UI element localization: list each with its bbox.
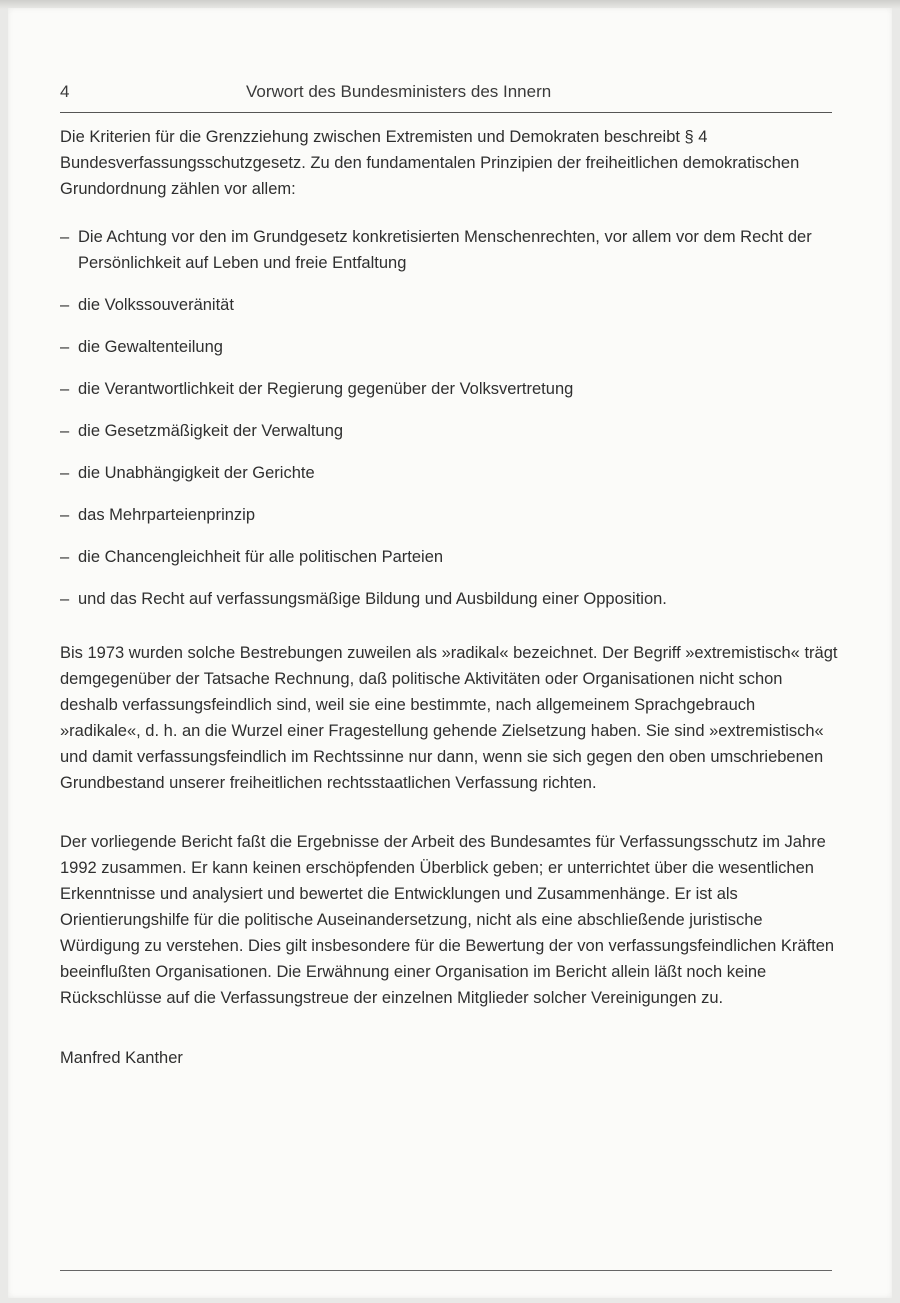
list-item bbox=[60, 334, 840, 360]
principles-list bbox=[60, 224, 840, 612]
list-item bbox=[60, 460, 840, 486]
list-item-text: das Mehrparteienprinzip bbox=[78, 506, 256, 524]
list-item-text: die Volkssouveränität bbox=[78, 296, 234, 314]
dash-bullet: – bbox=[60, 338, 70, 356]
main-content bbox=[60, 122, 840, 1071]
header-divider bbox=[60, 112, 832, 113]
intro-paragraph: Die Kriterien für die Grenzziehung zwischen Extremisten und Demokraten beschreibt § 4 Bundesverfassungsschutzgesetz. Zu den fundamentalen Prinzipien der freiheitlichen demokratischen Grundordnung zählen vor allem: bbox=[60, 128, 800, 198]
dash-bullet: – bbox=[60, 548, 70, 566]
dash-bullet: – bbox=[60, 422, 70, 440]
list-item bbox=[60, 544, 840, 570]
dash-bullet: – bbox=[60, 590, 70, 608]
list-item-text: die Gewaltenteilung bbox=[78, 338, 223, 356]
list-item-text: die Unabhängigkeit der Gerichte bbox=[78, 464, 315, 482]
dash-bullet: – bbox=[60, 228, 70, 246]
dash-bullet: – bbox=[60, 464, 70, 482]
dash-bullet: – bbox=[60, 506, 70, 524]
list-item-text: die Chancengleichheit für alle politischen Parteien bbox=[78, 548, 444, 566]
list-item bbox=[60, 224, 840, 276]
list-item-text: die Verantwortlichkeit der Regierung gegenüber der Volksvertretung bbox=[78, 380, 574, 398]
page-number: 4 bbox=[60, 82, 70, 101]
dash-bullet: – bbox=[60, 296, 70, 314]
report-paragraph: Der vorliegende Bericht faßt die Ergebnisse der Arbeit des Bundesamtes für Verfassungsschutz im Jahre 1992 zusammen. Er kann keinen erschöpfenden Überblick geben; er unterrichtet über die wesentlichen Erkenntnisse und analysiert und bewertet die Entwicklungen und Zusammenhänge. Er ist als Orientierungshilfe für die politische Auseinandersetzung, nicht als eine abschließende juristische Würdigung zu verstehen. Dies gilt insbesondere für die Bewertung der von verfassungsfeindlichen Kräften beeinflußten Organisationen. Die Erwähnung einer Organisation im Bericht allein läßt noch keine Rückschlüsse auf die Verfassungstreue der einzelnen Mitglieder solcher Vereinigungen zu. bbox=[60, 833, 835, 1007]
list-item-text: und das Recht auf verfassungsmäßige Bildung und Ausbildung einer Opposition. bbox=[78, 590, 667, 608]
dash-bullet: – bbox=[60, 380, 70, 398]
list-item bbox=[60, 586, 840, 612]
radical-paragraph: Bis 1973 wurden solche Bestrebungen zuweilen als »radikal« bezeichnet. Der Begriff »extremistisch« trägt demgegenüber der Tatsache Rechnung, daß politische Aktivitäten oder Organisationen nicht schon deshalb verfassungsfeindlich sind, weil sie eine bestimmte, nach allgemeinem Sprachgebrauch »radikale«, d. h. an die Wurzel einer Fragestellung gehende Zielsetzung haben. Sie sind »extremistisch« und damit verfassungsfeindlich im Rechtssinne nur dann, wenn sie sich gegen den oben umschriebenen Grundbestand unserer freiheitlichen rechtsstaatlichen Verfassung richten. bbox=[60, 644, 838, 792]
running-head: Vorwort des Bundesministers des Innern bbox=[246, 82, 552, 101]
list-item bbox=[60, 502, 840, 528]
list-item bbox=[60, 292, 840, 318]
signature: Manfred Kanther bbox=[60, 1049, 183, 1067]
list-item-text: Die Achtung vor den im Grundgesetz konkretisierten Menschenrechten, vor allem vor dem Recht der Persönlichkeit auf Leben und freie Entfaltung bbox=[78, 228, 812, 272]
page-header bbox=[60, 78, 830, 108]
list-item bbox=[60, 418, 840, 444]
list-item bbox=[60, 376, 840, 402]
list-item-text: die Gesetzmäßigkeit der Verwaltung bbox=[78, 422, 344, 440]
footer-divider bbox=[60, 1270, 832, 1271]
